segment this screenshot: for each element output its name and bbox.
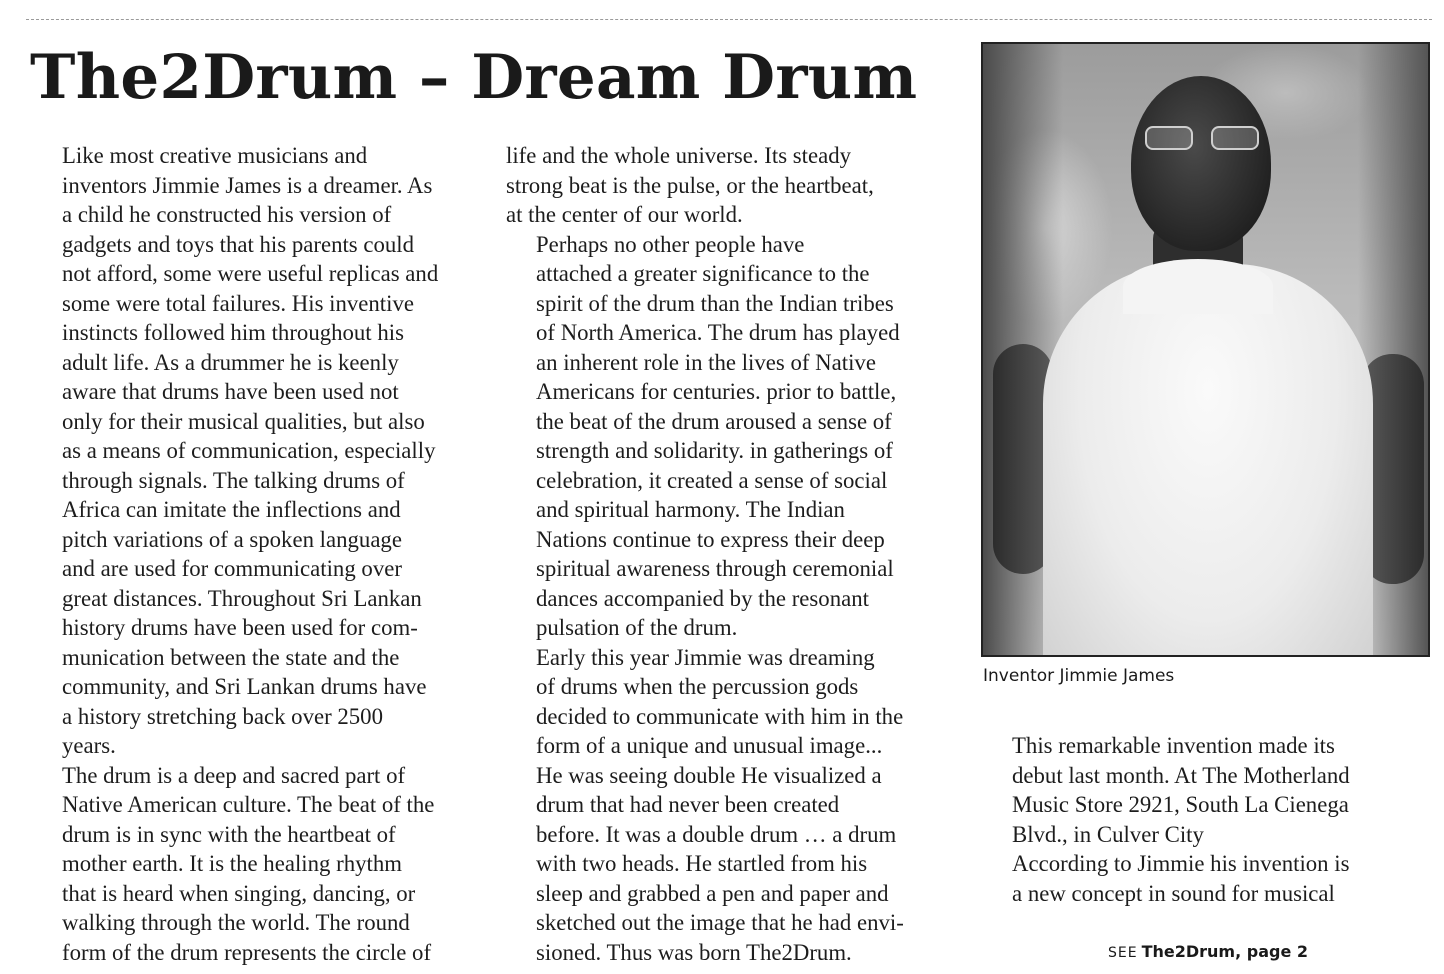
paragraph <box>32 761 477 968</box>
text-line: community, and Sri Lankan drums have <box>62 674 427 699</box>
text-line: decided to communicate with him in the <box>536 703 904 729</box>
text-line: Nations continue to express their deep <box>536 526 885 552</box>
text-line: spirit of the drum than the Indian tribes <box>536 290 894 316</box>
text-line: According to Jimmie his invention is <box>1012 851 1350 876</box>
text-line: adult life. As a drummer he is keenly <box>62 349 399 375</box>
text-line: strength and solidarity. in gatherings of <box>536 438 893 463</box>
text-line: Early this year Jimmie was dreaming <box>536 644 875 670</box>
text-line: history drums have been used for com- <box>62 615 418 640</box>
text-line: Blvd., in Culver City <box>1012 821 1204 847</box>
headline: The2Drum – Dream Drum <box>30 42 918 113</box>
text-line: with two heads. He startled from his <box>536 851 868 876</box>
text-line: sioned. Thus was born The2Drum. <box>536 939 852 965</box>
text-line: instincts followed him throughout his <box>62 320 404 345</box>
text-line: only for their musical qualities, but also <box>62 408 425 434</box>
text-line: Like most creative musicians and <box>62 143 368 168</box>
text-line: dances accompanied by the resonant <box>536 585 869 611</box>
text-line: gadgets and toys that his parents could <box>62 231 415 257</box>
text-line: attached a greater significance to the <box>536 261 870 286</box>
paragraph <box>982 849 1422 908</box>
text-line: as a means of communication, especially <box>62 438 436 463</box>
text-line: through signals. The talking drums of <box>62 467 405 493</box>
text-line: Africa can imitate the inflections and <box>62 497 401 522</box>
text-line: the beat of the drum aroused a sense of <box>536 408 892 434</box>
text-line: celebration, it created a sense of social <box>536 467 888 493</box>
text-line: sketched out the image that he had envi- <box>536 910 904 935</box>
photo-collar <box>1123 259 1273 314</box>
text-line: that is heard when singing, dancing, or <box>62 880 416 906</box>
text-line: of North America. The drum has played <box>536 320 900 345</box>
text-line: mother earth. It is the healing rhythm <box>62 851 402 876</box>
text-line: a new concept in sound for musical <box>1012 880 1335 906</box>
text-line: some were total failures. His inventive <box>62 290 414 316</box>
article-column-1 <box>32 141 477 967</box>
text-line: Native American culture. The beat of the <box>62 792 435 817</box>
photo-glasses <box>1143 126 1261 152</box>
text-line: Americans for centuries. prior to battle, <box>536 379 897 404</box>
text-line: great distances. Throughout Sri Lankan <box>62 585 422 611</box>
text-line: sleep and grabbed a pen and paper and <box>536 880 889 906</box>
text-line: and spiritual harmony. The Indian <box>536 497 845 522</box>
text-line: munication between the state and the <box>62 644 400 670</box>
text-line: He was seeing double He visualized a <box>536 762 882 788</box>
paragraph <box>506 643 952 968</box>
text-line: form of a unique and unusual image... <box>536 733 883 758</box>
text-line: years. <box>62 733 116 758</box>
article-column-3 <box>982 731 1422 908</box>
text-line: Music Store 2921, South La Cienega <box>1012 792 1349 817</box>
text-line: at the center of our world. <box>506 202 743 227</box>
jump-reference: The2Drum, page 2 <box>1141 942 1309 961</box>
paragraph <box>506 141 952 230</box>
text-line: Perhaps no other people have <box>536 231 805 257</box>
text-line: This remarkable invention made its <box>1012 733 1335 758</box>
text-line: aware that drums have been used not <box>62 379 399 404</box>
text-line: drum is in sync with the heartbeat of <box>62 821 396 847</box>
text-line: of drums when the percussion gods <box>536 674 859 699</box>
text-line: strong beat is the pulse, or the heartbeat, <box>506 172 874 198</box>
photo-head <box>1131 76 1271 251</box>
text-line: drum that had never been created <box>536 792 840 817</box>
text-line: spiritual awareness through ceremonial <box>536 556 894 581</box>
text-line: before. It was a double drum … a drum <box>536 821 897 847</box>
photo-shirt <box>1043 264 1373 657</box>
jump-see-label: SEE <box>1108 945 1138 961</box>
text-line: pitch variations of a spoken language <box>62 526 402 552</box>
paragraph <box>506 230 952 643</box>
article-column-2 <box>506 141 952 967</box>
photo-caption: Inventor Jimmie James <box>983 666 1175 686</box>
text-line: pulsation of the drum. <box>536 615 738 640</box>
continued-jump-line <box>1108 940 1308 965</box>
paragraph <box>32 141 477 761</box>
photo-inventor <box>981 42 1430 657</box>
text-line: not afford, some were useful replicas and <box>62 261 439 286</box>
text-line: and are used for communicating over <box>62 556 402 581</box>
text-line: an inherent role in the lives of Native <box>536 349 876 375</box>
text-line: walking through the world. The round <box>62 910 410 935</box>
text-line: life and the whole universe. Its steady <box>506 143 852 168</box>
text-line: The drum is a deep and sacred part of <box>62 762 406 788</box>
text-line: a child he constructed his version of <box>62 202 392 227</box>
text-line: debut last month. At The Motherland <box>1012 762 1350 788</box>
paragraph <box>982 731 1422 849</box>
top-rule <box>26 19 1432 20</box>
text-line: form of the drum represents the circle of <box>62 939 432 965</box>
text-line: a history stretching back over 2500 <box>62 703 383 729</box>
text-line: inventors Jimmie James is a dreamer. As <box>62 172 433 198</box>
